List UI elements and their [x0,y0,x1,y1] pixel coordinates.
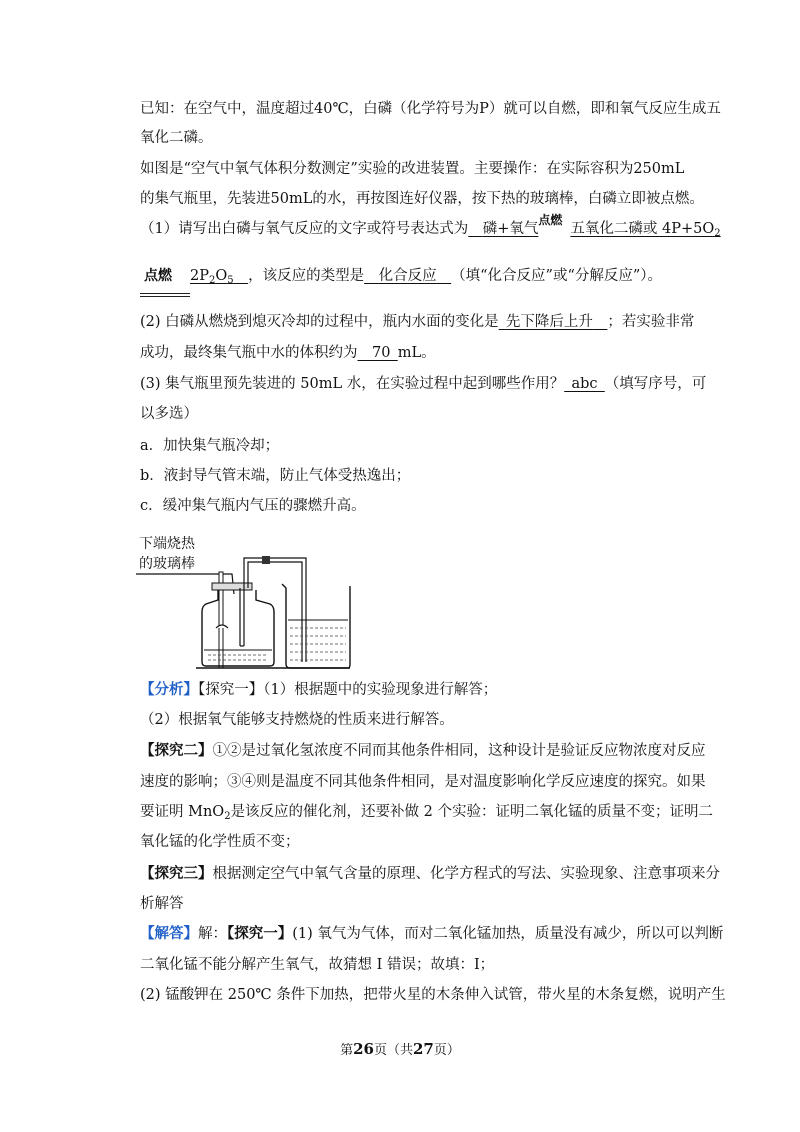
subscript-mno2: 2 [224,811,231,822]
phosphorus-spoon [216,625,228,628]
explore-two-tag: 【探究二】 [140,742,213,759]
solution-line-1 [140,924,723,944]
answer-functions [564,376,605,392]
experiment-apparatus-figure [136,528,352,670]
answer-water-volume [358,345,398,361]
analysis-line-7 [140,864,720,884]
option-a: a．加快集气瓶冷却； [140,438,280,454]
answer-reactants: 磷+氧气 [482,221,539,237]
formula-2p: 2P [190,268,209,284]
option-c: c．缓冲集气瓶内气压的骤燃升高。 [140,498,366,514]
water-volume-value: 70 [372,345,391,361]
footer-middle: 页（共 [373,1043,413,1058]
functions-value: abc [571,376,598,392]
answer-formula [190,268,248,284]
subscript-p2: 2 [208,275,216,286]
question-2-line-1 [140,312,694,332]
total-page-number: 27 [413,1040,434,1058]
intro-line-3: 如图是“空气中氧气体积分数测定”实验的改进装置。主要操作：在实际容积为250mL [140,161,685,177]
page-footer [0,1039,800,1058]
question-1-suffix: （填“化合反应”或“分解反应”）。 [451,268,663,284]
answer-water-level [499,314,608,330]
connecting-tube [244,556,306,662]
answer-reaction-type [364,268,451,284]
intro-line-4: 的集气瓶里，先装进50mL的水，再按图连好仪器，按下热的玻璃棒，白磷立即被点燃。 [140,191,704,207]
question-3-line-1 [140,374,706,394]
solution-explore-one-tag: 【探究一】 [227,925,293,942]
condition-label-1: 点燃 [538,213,563,227]
subscript-o2: 2 [714,228,721,239]
analysis-line-6: 氧化锰的化学性质不变； [140,834,300,850]
explore-three-tag: 【探究三】 [140,865,213,882]
question-2-line-2 [140,343,436,363]
analysis-line-3-text: ①②是过氧化氢浓度不同而其他条件相同，这种设计是验证反应物浓度对反应 [212,743,706,759]
reaction-type-value: 化合反应 [378,268,437,284]
analysis-line-2: （2）根据氧气能够支持燃烧的性质来进行解答。 [140,712,454,728]
answer-products: 五氧化二磷或 4P+5O [570,221,715,237]
footer-prefix: 第 [340,1043,354,1058]
tube-clamp [262,556,270,564]
figure-label-line-1: 下端烧热 [139,536,195,552]
water-level-value: 先下降后上升 [505,314,593,330]
solution-tag: 【解答】 [140,925,198,942]
solution-line-3: (2) 锰酸钾在 250℃ 条件下加热，把带火星的木条伸入试管，带火星的木条复燃，说明产生 [140,987,726,1003]
question-1-prefix: （1）请写出白磷与氧气反应的文字或符号表达式为 [140,221,469,237]
question-3-line-2: 以多选） [140,406,198,422]
formula-o: O [215,268,228,284]
figure-label-line-2: 的玻璃棒 [139,556,195,572]
solution-prefix: 解： [198,926,227,942]
solution-line-1-text: (1) 氧气为气体，而对二氧化锰加热，质量没有减少，所以可以判断 [292,926,724,942]
analysis-line-5-end: 是该反应的催化剂，还要补做 2 个实验：证明二氧化锰的质量不变；证明二 [230,804,714,820]
option-b: b．液封导气管末端，防止气体受热逸出； [140,468,411,484]
footer-suffix: 页） [433,1043,460,1058]
analysis-line-1-text: 【探究一】（1）根据题中的实验现象进行解答； [198,682,498,698]
reaction-arrow-1 [538,213,570,239]
analysis-line-4: 速度的影响；③④则是温度不同其他条件相同，是对温度影响化学反应速度的探究。如果 [140,774,706,790]
analysis-tag: 【分析】 [140,681,198,698]
condition-label-2: 点燃 [144,268,172,284]
analysis-line-8: 析解答 [140,896,184,912]
intro-line-2: 氧化二磷。 [140,130,213,146]
intro-line-1: 已知：在空气中，温度超过40℃，白磷（化学符号为P）就可以自燃，即和氧气反应生成五 [140,101,721,117]
solution-line-2: 二氧化锰不能分解产生氧气，故猜想 Ⅰ 错误；故填：Ⅰ； [140,957,495,973]
unit-ml: mL。 [397,345,436,361]
beaker [282,584,350,668]
analysis-line-5-start: 要证明 MnO [140,804,225,820]
question-2-prefix: (2) 白磷从燃烧到熄灭冷却的过程中，瓶内水面的变化是 [140,314,499,330]
analysis-line-7-text: 根据测定空气中氧气含量的原理、化学方程式的写法、实验现象、注意事项来分 [212,866,720,882]
question-3-suffix: （填写序号，可 [604,376,707,392]
question-2-line-2-prefix: 成功，最终集气瓶中水的体积约为 [140,345,358,361]
question-1-mid: ，该反应的类型是 [248,268,365,284]
question-2-suffix: ；若实验非常 [607,314,695,330]
bottle-stopper [212,583,252,590]
gas-bottle [202,572,274,668]
answer-word-equation [468,213,721,239]
question-3-prefix: (3) 集气瓶里预先装进的 50mL 水，在实验过程中起到哪些作用？ [140,376,565,392]
question-1-line-2 [140,266,662,291]
analysis-line-3 [140,741,706,761]
subscript-o5: 5 [227,275,234,286]
analysis-line-5 [140,802,713,827]
current-page-number: 26 [353,1040,374,1058]
question-1-line-1 [140,213,721,244]
analysis-line-1 [140,680,497,700]
